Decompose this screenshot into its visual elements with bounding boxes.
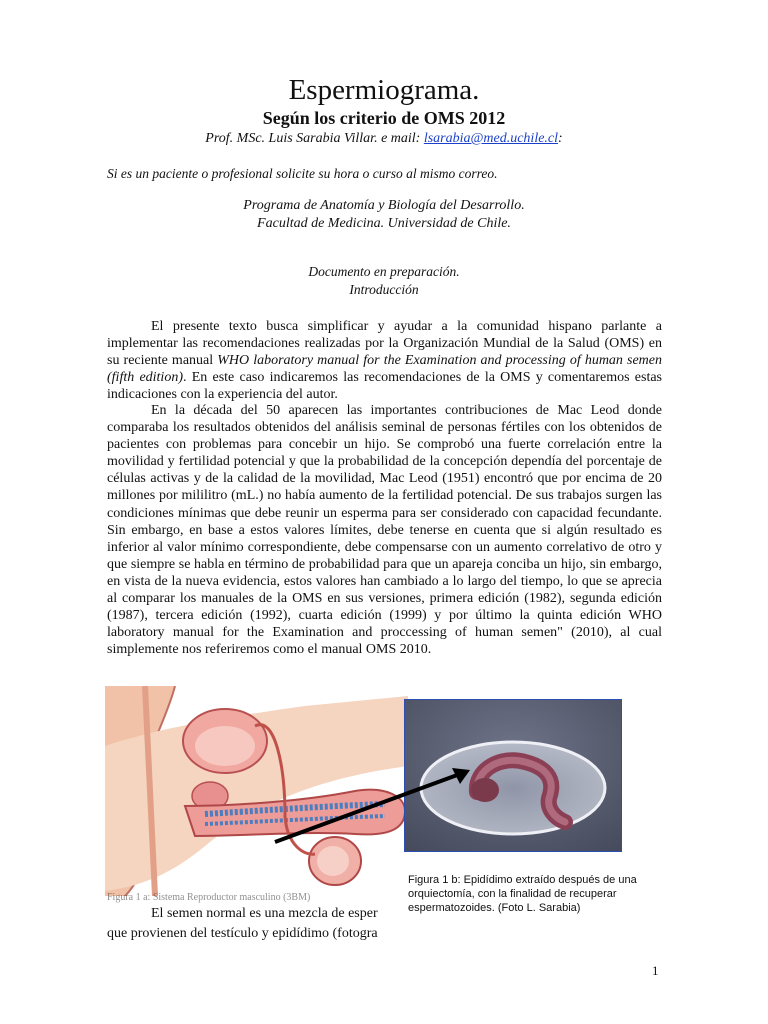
author-line xyxy=(0,131,768,147)
document-subtitle: Según los criterio de OMS 2012 xyxy=(262,108,506,128)
program-name: Programa de Anatomía y Biología del Desarrollo. xyxy=(243,198,525,213)
author-email-link[interactable]: lsarabia@med.uchile.cl xyxy=(423,131,559,146)
para2-text: En la década del 50 aparecen las importantes contribuciones de Mac Leod donde comparaba los resultados obtenidos del análisis seminal de personas fértiles con los obtenidos de pacientes con problemas para concebir un hijo. Se comprobó una fuerte correlación entre la movilidad y fertilidad potencial y que la probabilidad de la concepción dependía del porcentaje de células activas y de la calidad de la movilidad, Mac Leod (1951) encontró que por encima de 20 millones por mililitro (mL.) no había aumento de la fertilidad potencial. De sus trabajos surgen las condiciones mínimas que debe reunir un esperma para ser considerado con capacidad fecundante. Sin embargo, en base a estos valores límites, debe tenerse en cuenta que si algún resultado es inferior al valor mínimo correspondiente, debe compensarse con un aumento correlativo de otro y que siempre se habla en término de probabilidad para que un apareja conciba un hijo, sin embargo, en vista de la nueva evidencia, estos valores han cambiado a lo largo del tiempo, lo que se aprecia al comparar los manuales de la OMS en sus versiones, primera edición (1982), segunda edición (1987), tercera edición (1992), cuarta edición (1999) y por último la quinta edición WHO laboratory manual for the Examination and proccessing of human semen" (2010), al cual simplemente nos referiremos como el manual OMS 2010. xyxy=(107,403,662,658)
author-suffix: : xyxy=(558,131,563,146)
page-number: 1 xyxy=(652,963,659,978)
document-title: Espermiograma. xyxy=(288,74,480,106)
para3-line-1: El semen normal es una mezcla de esper xyxy=(151,906,378,921)
para3-line-2: que provienen del testículo y epidídimo (fotogra xyxy=(107,926,378,941)
para1-text-a: El presente texto busca simplificar y ayudar a la comunidad hispano parlante a implementar las recomendaciones realizadas por la Organización Mundial de la Salud (OMS) en su reciente manual xyxy=(107,319,662,369)
intro-paragraph-2 xyxy=(107,402,662,658)
section-title: Introducción xyxy=(349,282,419,297)
paragraph-3 xyxy=(107,904,402,944)
para1-text-b: . En este caso indicaremos las recomendaciones de la OMS y comentaremos estas indicaciones con la experiencia del autor. xyxy=(107,370,663,403)
figure-1a-caption: Figura 1 a: Sistema Reproductor masculino (3BM) xyxy=(107,892,311,903)
contact-notice: Si es un paciente o profesional solicite su hora o curso al mismo correo. xyxy=(107,166,498,181)
document-status: Documento en preparación. xyxy=(308,264,460,279)
author-name: Prof. MSc. Luis Sarabia Villar. e mail: xyxy=(205,131,424,146)
intro-paragraph-1 xyxy=(107,318,662,403)
manual-title: WHO laboratory manual for the Examination and processing of human semen (fifth edition) xyxy=(107,353,663,386)
faculty-name: Facultad de Medicina. Universidad de Chile. xyxy=(257,216,511,231)
figure-1b-caption: Figura 1 b: Epidídimo extraído después de una orquiectomía, con la finalidad de recuperar espermatozoides. (Foto L. Sarabia) xyxy=(408,874,637,914)
arrow-icon xyxy=(270,760,480,850)
